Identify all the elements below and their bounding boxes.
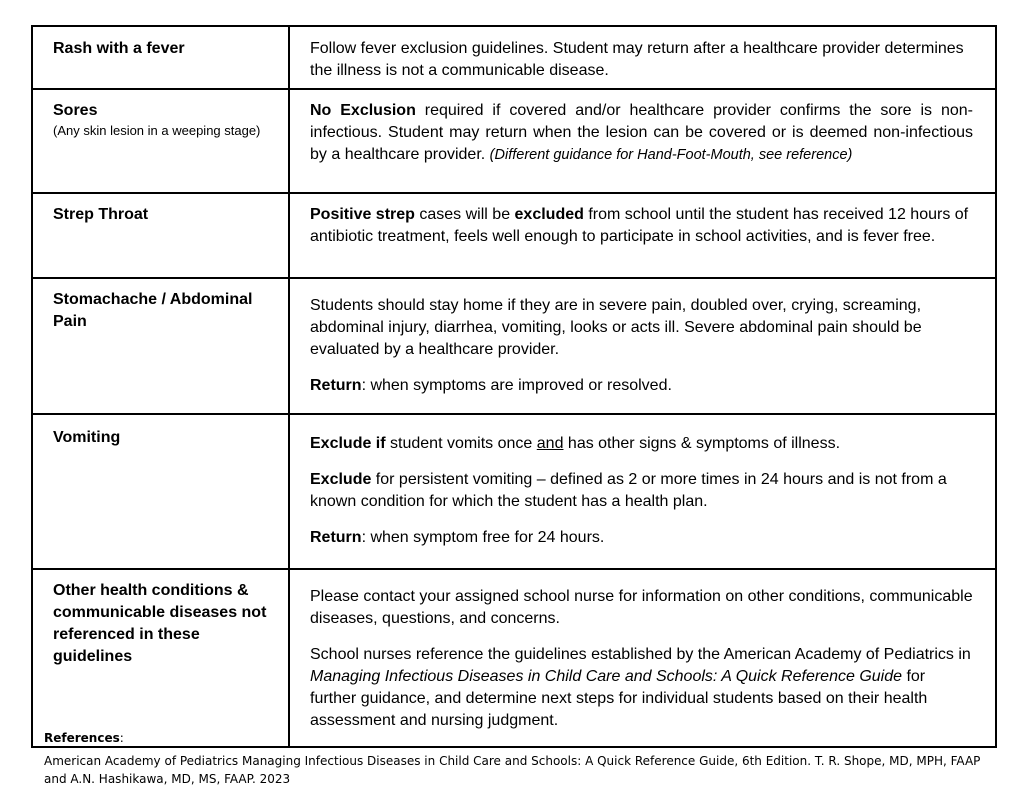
condition-name: Stomachache / Abdominal Pain xyxy=(53,291,253,330)
condition-subtext: (Any skin lesion in a weeping stage) xyxy=(53,123,261,138)
return-label: Return xyxy=(310,377,362,394)
condition-name: Other health conditions & communicable diseases not referenced in these guidelines xyxy=(53,582,267,665)
guidance-bold: excluded xyxy=(514,206,584,223)
return-body: : when symptoms are improved or resolved. xyxy=(361,377,672,394)
guidance-cell xyxy=(289,89,996,193)
return-body: : when symptom free for 24 hours. xyxy=(361,529,605,546)
references-section xyxy=(44,729,994,788)
references-heading xyxy=(44,729,994,747)
guidance-text xyxy=(310,204,973,248)
guidance-body: for further guidance, and determine next steps for individual students based on their health assessment and nursing judgment. xyxy=(310,668,928,729)
return-text xyxy=(310,375,973,397)
guidance-body: required if covered and/or healthcare provider confirms the sore is non-infectious. Student may return when the lesion can be covered or is deemed non-infectious by a healthcare provider. xyxy=(310,102,973,163)
table-row xyxy=(32,26,996,89)
table-row xyxy=(32,569,996,747)
condition-name: Vomiting xyxy=(53,429,121,446)
guidance-text xyxy=(310,100,973,166)
condition-cell xyxy=(32,278,289,414)
guidance-body: cases will be xyxy=(414,206,515,223)
reference-title: Managing Infectious Diseases in Child Care and Schools: A Quick Reference Guide xyxy=(310,668,903,685)
condition-cell xyxy=(32,89,289,193)
return-label: Return xyxy=(310,529,362,546)
references-heading-label: References xyxy=(44,731,120,745)
guidance-body: student vomits once xyxy=(385,435,537,452)
return-text xyxy=(310,527,973,549)
condition-name: Rash with a fever xyxy=(53,40,185,57)
guidance-body: for persistent vomiting – defined as 2 or more times in 24 hours and is not from a known condition for which the student has a health plan. xyxy=(310,471,947,510)
exclusion-guidelines-table xyxy=(31,25,997,748)
guidance-cell xyxy=(289,569,996,747)
table-row xyxy=(32,89,996,193)
guidance-bold: Positive strep xyxy=(310,206,415,223)
guidance-body: School nurses reference the guidelines established by the American Academy of Pediatrics in xyxy=(310,646,971,663)
guidance-cell xyxy=(289,193,996,278)
table-row xyxy=(32,278,996,414)
condition-cell xyxy=(32,569,289,747)
guidance-bold: Exclude xyxy=(310,471,372,488)
guidance-note: (Different guidance for Hand-Foot-Mouth, see reference) xyxy=(489,147,853,163)
condition-name: Sores xyxy=(53,102,98,119)
condition-cell xyxy=(32,414,289,569)
guidance-bold: Exclude if xyxy=(310,435,386,452)
guidance-cell xyxy=(289,278,996,414)
table-row xyxy=(32,193,996,278)
guidance-text: Students should stay home if they are in severe pain, doubled over, crying, screaming, abdominal injury, diarrhea, vomiting, looks or acts ill. Severe abdominal pain should be evaluated by a healthcare provider. xyxy=(310,297,922,358)
guidance-text xyxy=(310,644,973,732)
guidance-body: from school until the student has received 12 hours of antibiotic treatment, feels well enough to participate in school activities, and is fever free. xyxy=(310,206,969,245)
guidance-cell xyxy=(289,26,996,89)
condition-name: Strep Throat xyxy=(53,206,149,223)
condition-cell xyxy=(32,193,289,278)
guidance-text: Please contact your assigned school nurse for information on other conditions, communicable diseases, questions, and concerns. xyxy=(310,588,973,627)
references-heading-colon: : xyxy=(119,731,124,745)
table-row xyxy=(32,414,996,569)
guidance-bold: No Exclusion xyxy=(310,102,416,119)
guidance-underline: and xyxy=(536,435,564,452)
guidance-body: has other signs & symptoms of illness. xyxy=(563,435,841,452)
condition-cell xyxy=(32,26,289,89)
guidance-text xyxy=(310,469,973,513)
guidance-text: Follow fever exclusion guidelines. Student may return after a healthcare provider determines the illness is not a communicable disease. xyxy=(310,40,964,79)
guidance-text xyxy=(310,433,973,455)
guidance-cell xyxy=(289,414,996,569)
reference-citation: American Academy of Pediatrics Managing Infectious Diseases in Child Care and Schools: A Quick Reference Guide, 6th Edition. T. R. Shope, MD, MPH, FAAP and A.N. Hashikawa, MD, MS, FAAP. 2023 xyxy=(44,754,981,786)
